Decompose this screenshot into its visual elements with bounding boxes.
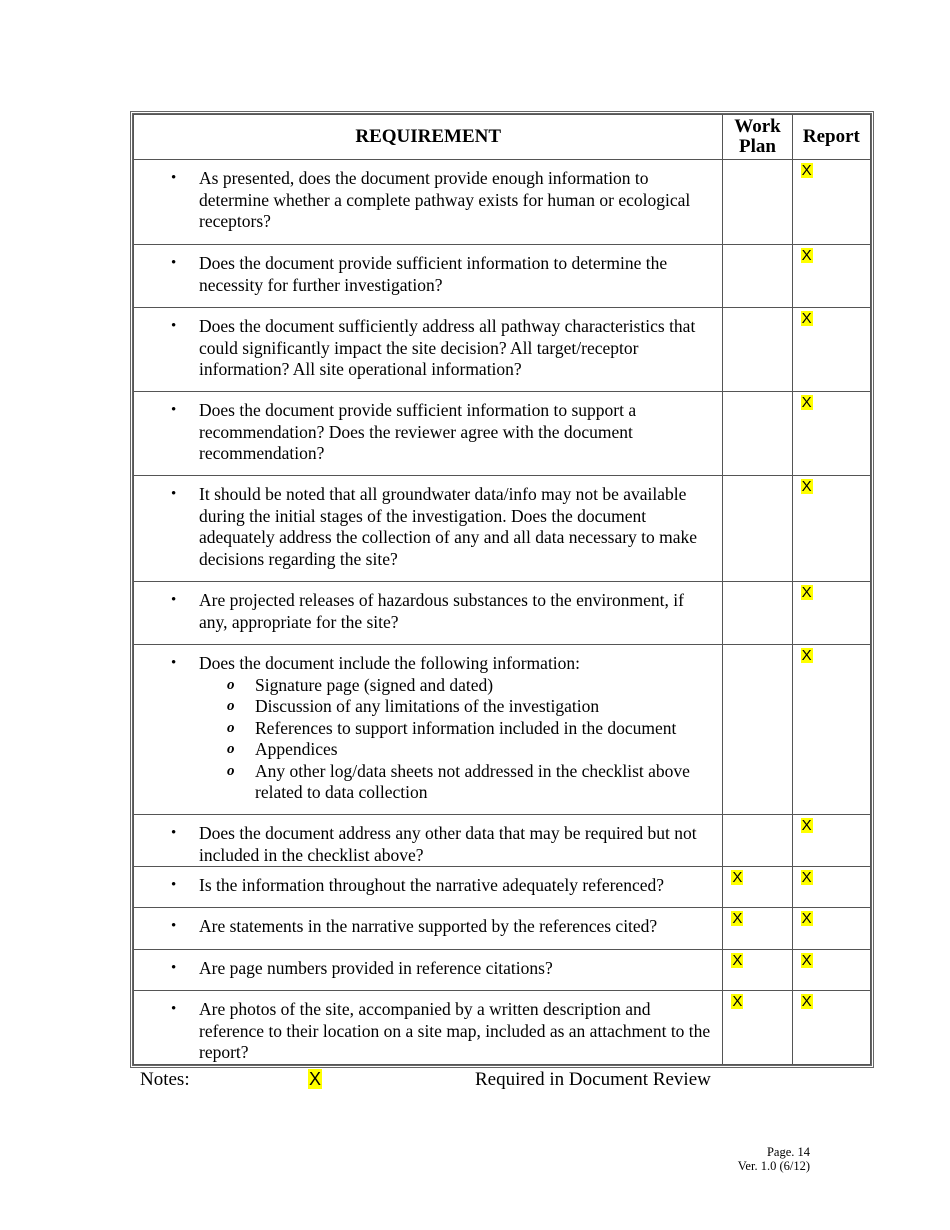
circle-bullet-icon: o <box>227 698 235 714</box>
sub-item <box>199 675 712 697</box>
requirement-text: As presented, does the document provide enough information to determine whether a complete pathway exists for human or ecological receptors? <box>199 168 691 231</box>
requirement-cell <box>134 245 723 308</box>
work-plan-cell <box>723 245 792 308</box>
work-plan-cell <box>723 392 792 476</box>
circle-bullet-icon: o <box>227 676 235 693</box>
bullet-icon: • <box>171 1001 177 1017</box>
requirement-text: Does the document provide sufficient information to determine the necessity for further investigation? <box>199 253 668 295</box>
report-cell <box>792 582 870 645</box>
report-x-mark: X <box>801 817 812 834</box>
table-row <box>134 950 871 991</box>
bullet-icon: • <box>171 402 177 418</box>
requirement-cell <box>134 645 723 815</box>
requirements-checklist <box>130 111 874 1068</box>
requirement-cell <box>134 392 723 476</box>
requirements-table <box>133 114 871 1065</box>
work-plan-cell <box>723 991 792 1065</box>
work-plan-cell <box>723 645 792 815</box>
table-row <box>134 582 871 645</box>
report-cell <box>792 950 870 991</box>
work-plan-x-mark: X <box>732 910 743 927</box>
requirement-cell <box>134 991 723 1065</box>
requirement-item <box>134 815 722 866</box>
work-plan-cell <box>723 908 792 950</box>
requirement-header: REQUIREMENT <box>134 115 723 160</box>
requirement-item <box>134 160 722 233</box>
requirement-cell <box>134 160 723 245</box>
requirement-text: Does the document provide sufficient information to support a recommendation? Does the reviewer agree with the document recommendation? <box>199 400 637 463</box>
report-cell <box>792 245 870 308</box>
bullet-icon: • <box>171 170 177 186</box>
work-plan-cell <box>723 582 792 645</box>
sub-item-list <box>199 675 712 804</box>
work-plan-cell <box>723 815 792 867</box>
report-x-mark: X <box>801 394 812 411</box>
report-x-mark: X <box>801 647 812 664</box>
page-number: Page. 14 <box>766 1145 810 1159</box>
report-x-mark: X <box>801 247 812 264</box>
report-x-mark: X <box>801 869 812 886</box>
header-row <box>134 115 871 160</box>
report-cell <box>792 392 870 476</box>
bullet-icon: • <box>171 255 177 271</box>
requirement-text: Are statements in the narrative supported by the references cited? <box>199 916 658 936</box>
bullet-icon: • <box>171 877 177 893</box>
requirement-cell <box>134 908 723 950</box>
requirement-item <box>134 245 722 296</box>
requirement-text: Does the document address any other data that may be required but not included in the checklist above? <box>199 823 697 865</box>
requirement-text: It should be noted that all groundwater data/info may not be available during the initial stages of the investigation. Does the document adequately address the collection of any and all data necessary to make decisions regarding the site? <box>199 484 698 569</box>
report-cell <box>792 645 870 815</box>
table-row <box>134 991 871 1065</box>
report-cell <box>792 908 870 950</box>
work-plan-cell <box>723 160 792 245</box>
table-row <box>134 867 871 908</box>
report-cell <box>792 867 870 908</box>
work-plan-cell <box>723 950 792 991</box>
sub-item <box>199 718 712 740</box>
report-cell <box>792 308 870 392</box>
report-cell <box>792 160 870 245</box>
work-plan-header: Work Plan <box>723 115 792 160</box>
requirement-cell <box>134 867 723 908</box>
report-x-mark: X <box>801 162 812 179</box>
report-x-mark: X <box>801 584 812 601</box>
work-plan-cell <box>723 476 792 582</box>
requirement-text: Does the document include the following information: <box>199 653 581 673</box>
table-row <box>134 392 871 476</box>
bullet-icon: • <box>171 592 177 608</box>
requirement-cell <box>134 476 723 582</box>
work-plan-cell <box>723 308 792 392</box>
bullet-icon: • <box>171 318 177 334</box>
requirement-cell <box>134 815 723 867</box>
requirement-item <box>134 645 722 804</box>
bullet-icon: • <box>171 486 177 502</box>
requirement-item <box>134 867 722 897</box>
sub-item <box>199 696 712 718</box>
page-footer <box>738 1145 810 1173</box>
requirement-item <box>134 308 722 381</box>
table-row <box>134 308 871 392</box>
requirement-text: Is the information throughout the narrative adequately referenced? <box>199 875 665 895</box>
sub-item-text: Signature page (signed and dated) <box>255 674 494 695</box>
report-x-mark: X <box>801 952 812 969</box>
notes-description: Required in Document Review <box>475 1069 711 1090</box>
bullet-icon: • <box>171 655 177 671</box>
work-plan-x-mark: X <box>732 869 743 886</box>
requirement-item <box>134 392 722 465</box>
circle-bullet-icon: o <box>227 719 235 736</box>
table-row <box>134 476 871 582</box>
bullet-icon: • <box>171 960 177 976</box>
work-plan-cell <box>723 867 792 908</box>
report-cell <box>792 476 870 582</box>
report-x-mark: X <box>801 478 812 495</box>
sub-item-text: Appendices <box>255 739 338 759</box>
work-plan-x-mark: X <box>732 993 743 1010</box>
report-header: Report <box>792 115 870 160</box>
requirement-text: Are page numbers provided in reference citations? <box>199 958 553 978</box>
requirement-text: Does the document sufficiently address all pathway characteristics that could significantly impact the site decision? All target/receptor information? All site operational information? <box>199 316 696 379</box>
circle-bullet-icon: o <box>227 762 235 779</box>
table-row <box>134 908 871 950</box>
legend-x-mark: X <box>309 1069 322 1089</box>
notes-label: Notes: <box>140 1069 190 1090</box>
table-row <box>134 245 871 308</box>
requirement-item <box>134 582 722 633</box>
requirement-cell <box>134 582 723 645</box>
sub-item-text: Discussion of any limitations of the investigation <box>255 696 600 716</box>
circle-bullet-icon: o <box>227 741 235 757</box>
requirement-text: Are photos of the site, accompanied by a written description and reference to their location on a site map, included as an attachment to the report? <box>199 999 711 1062</box>
report-x-mark: X <box>801 993 812 1010</box>
requirement-cell <box>134 308 723 392</box>
report-cell <box>792 991 870 1065</box>
sub-item <box>199 761 712 804</box>
sub-item <box>199 739 712 761</box>
requirement-text: Are projected releases of hazardous substances to the environment, if any, appropriate for the site? <box>199 590 684 632</box>
table-row <box>134 160 871 245</box>
requirement-item <box>134 950 722 980</box>
work-plan-x-mark: X <box>732 952 743 969</box>
report-x-mark: X <box>801 910 812 927</box>
requirements-body <box>134 160 871 1065</box>
sub-item-text: Any other log/data sheets not addressed in the checklist above related to data collection <box>255 760 690 802</box>
notes-mark <box>308 1069 322 1091</box>
bullet-icon: • <box>171 825 177 841</box>
version-label: Ver. 1.0 (6/12) <box>737 1159 810 1173</box>
report-cell <box>792 815 870 867</box>
table-row <box>134 645 871 815</box>
requirement-item <box>134 991 722 1064</box>
requirement-item <box>134 908 722 938</box>
requirement-item <box>134 476 722 570</box>
sub-item-text: References to support information included in the document <box>255 717 677 738</box>
table-row <box>134 815 871 867</box>
bullet-icon: • <box>171 918 177 934</box>
report-x-mark: X <box>801 310 812 327</box>
requirement-cell <box>134 950 723 991</box>
